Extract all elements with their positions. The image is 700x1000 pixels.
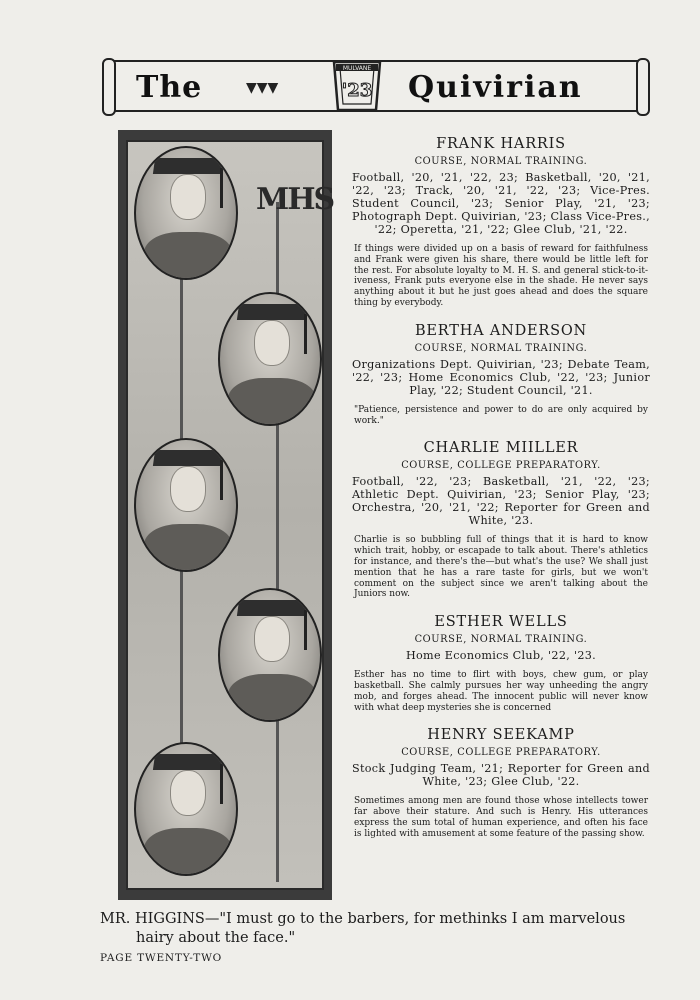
scroll-end-right [636,58,650,116]
student-name: CHARLIE MIILLER [423,440,579,457]
portrait-henry-seekamp [134,742,238,876]
portrait-esther-wells [218,588,322,722]
biographies [352,136,650,854]
bio-charlie-miiller [352,440,650,600]
portrait-panel [126,140,334,890]
bio-esther-wells [352,614,650,713]
student-course: COURSE, COLLEGE PREPARATORY. [401,747,601,759]
student-comment: If things were divided up on a basis of reward for faithfulness and Frank were given his share, there would be little left for the rest. For absolute loyalty to M. H. S. and general stick-to-it-iveness, Frank puts everyone else in the shade. He never says anything about it but he just goes ahead and does the square thing by everybody. [354,244,648,308]
school-monogram: MHS [256,182,334,217]
student-comment: Esther has no time to flirt with boys, chew gum, or play basketball. She calmly pursues her way unheeding the angry mob, and forges ahead. The innocent public will never know with what deep mysteries she is concerned [354,670,648,713]
portrait-frank-harris [134,146,238,280]
student-comment: Sometimes among men are found those whose intellects tower far above their stature. And such is Henry. His utterances express the sum total of human experience, and often his face is lighted with amusement at some feature of the passing show. [354,796,648,839]
student-activities: Football, '20, '21, '22, 23; Basketball, '20, '21, '22, '23; Track, '20, '21, '22, '23; Vice-Pres. Student Council, '23; Senior Play, '21, '23; Photograph Dept. Quivirian, '23; Class Vice-Pres., '22; Operetta, '21, '22; Glee Club, '21, '22. [352,171,650,236]
portrait-bertha-anderson [218,292,322,426]
masthead [108,60,644,112]
student-activities: Football, '22, '23; Basketball, '21, '22, '23; Athletic Dept. Quivirian, '23; Senior Play, '23; Orchestra, '20, '21, '22; Reporter for Green and White, '23. [352,475,650,528]
quote-line-1: MR. HIGGINS—"I must go to the barbers, for methinks I am marvelous [100,911,626,927]
student-activities: Stock Judging Team, '21; Reporter for Green and White, '23; Glee Club, '22. [352,762,650,789]
arrowhead-ornament: ▼▼▼ [246,80,279,96]
masthead-title-left: The [136,70,203,105]
student-activities: Home Economics Club, '22, '23. [405,649,597,663]
student-activities: Organizations Dept. Quivirian, '23; Debate Team, '22, '23; Home Economics Club, '22, '23; Junior Play, '22; Student Council, '21. [352,357,650,397]
footer-quote [100,910,660,948]
student-name: FRANK HARRIS [436,136,566,152]
bio-henry-seekamp [352,727,650,839]
student-name: HENRY SEEKAMP [427,727,575,744]
student-comment: Charlie is so bubbling full of things that it is hard to know which trait, hobby, or escapade to talk about. There's athletics for instance, and there's the—but what's the use? We shall just mention that he has a rare taste for girls, but we won't comment on the subject since we aren't talking about the Juniors now. [354,535,648,600]
bio-frank-harris [352,136,650,309]
school-emblem-logo [328,58,386,114]
student-course: COURSE, COLLEGE PREPARATORY. [401,460,601,472]
emblem-text: MULVANE [342,65,372,72]
student-comment: "Patience, persistence and power to do are only acquired by work." [354,404,648,426]
quote-line-2: hairy about the face." [136,930,296,946]
bio-bertha-anderson [352,323,650,427]
scroll-end-left [102,58,116,116]
emblem-year: '23 [341,80,373,101]
student-course: COURSE, NORMAL TRAINING. [414,342,588,354]
page-number: PAGE TWENTY-TWO [100,952,223,964]
portrait-charlie-miiller [134,438,238,572]
portrait-strip [118,130,332,900]
masthead-title-right: Quivirian [408,70,583,105]
student-course: COURSE, NORMAL TRAINING. [414,634,588,646]
student-course: COURSE, NORMAL TRAINING. [414,156,588,167]
student-name: BERTHA ANDERSON [414,322,588,339]
student-name: ESTHER WELLS [434,614,568,631]
